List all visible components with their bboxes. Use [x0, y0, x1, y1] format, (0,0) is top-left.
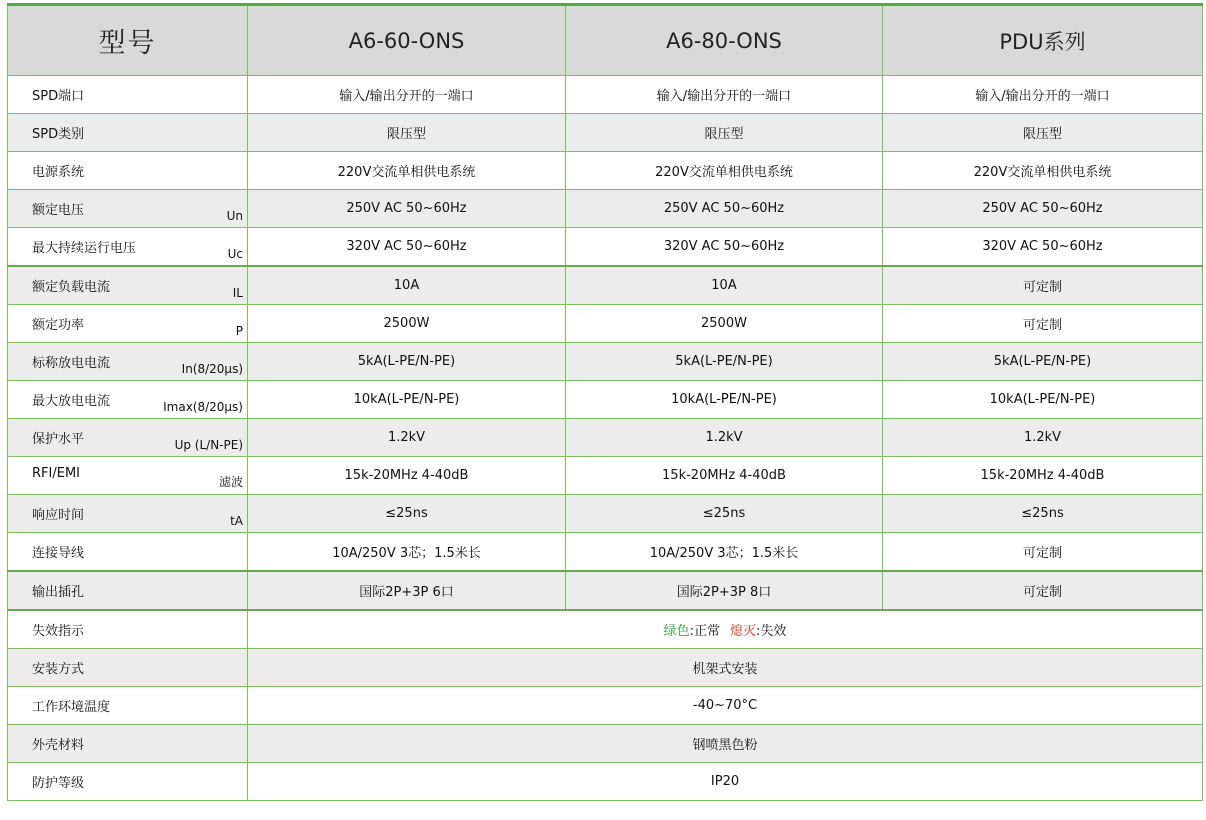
table-row — [8, 152, 1203, 190]
value-cell: 10kA(L-PE/N-PE) — [566, 381, 883, 419]
value-cell: ≤25ns — [248, 495, 566, 533]
value-cell: 输入/输出分开的一端口 — [566, 76, 883, 114]
model-header: 型号 — [8, 5, 248, 76]
row-label-cell — [8, 266, 248, 305]
product-header-1: A6-60-ONS — [248, 5, 566, 76]
row-label-cell — [8, 533, 248, 572]
value-cell: 10kA(L-PE/N-PE) — [248, 381, 566, 419]
value-cell: 输入/输出分开的一端口 — [883, 76, 1203, 114]
row-label-cell — [8, 419, 248, 457]
value-cell: 1.2kV — [566, 419, 883, 457]
row-label: 电源系统 — [32, 165, 85, 180]
row-label: 标称放电电流 — [32, 356, 111, 371]
table-row — [8, 533, 1203, 572]
spec-table — [7, 3, 1203, 801]
row-label: 额定负载电流 — [32, 280, 111, 295]
row-symbol: Imax(8/20μs) — [163, 400, 243, 414]
row-symbol: 滤波 — [218, 475, 243, 489]
row-label: 防护等级 — [32, 776, 85, 791]
table-row — [8, 649, 1203, 687]
value-cell: 220V交流单相供电系统 — [248, 152, 566, 190]
value-cell: 可定制 — [883, 571, 1203, 610]
row-symbol: P — [235, 324, 243, 338]
row-label-cell — [8, 343, 248, 381]
table-row — [8, 763, 1203, 801]
table-row — [8, 495, 1203, 533]
value-cell: 250V AC 50~60Hz — [566, 190, 883, 228]
value-cell: 250V AC 50~60Hz — [248, 190, 566, 228]
merged-value-cell: 机架式安装 — [248, 649, 1203, 687]
table-row — [8, 343, 1203, 381]
table-row — [8, 305, 1203, 343]
value-cell: 10A — [566, 266, 883, 305]
row-label: 响应时间 — [32, 508, 85, 523]
table-row — [8, 687, 1203, 725]
row-label: 失效指示 — [32, 624, 85, 639]
row-label: 最大持续运行电压 — [32, 241, 137, 256]
value-cell: 可定制 — [883, 266, 1203, 305]
table-row — [8, 114, 1203, 152]
failure-indicator-value — [248, 610, 1203, 649]
value-cell: 可定制 — [883, 305, 1203, 343]
table-row — [8, 190, 1203, 228]
value-cell: 可定制 — [883, 533, 1203, 572]
row-label: RFI/EMI — [32, 466, 80, 481]
value-cell: 250V AC 50~60Hz — [883, 190, 1203, 228]
merged-value-cell: 钢喷黑色粉 — [248, 725, 1203, 763]
value-cell: 限压型 — [566, 114, 883, 152]
merged-value-cell: IP20 — [248, 763, 1203, 801]
table-row — [8, 571, 1203, 610]
table-row — [8, 266, 1203, 305]
red-status-text: :失效 — [756, 624, 787, 639]
table-header-row — [8, 5, 1203, 76]
value-cell: 220V交流单相供电系统 — [883, 152, 1203, 190]
value-cell: 5kA(L-PE/N-PE) — [566, 343, 883, 381]
value-cell: 10A — [248, 266, 566, 305]
value-cell: ≤25ns — [566, 495, 883, 533]
value-cell: 10A/250V 3芯；1.5米长 — [248, 533, 566, 572]
value-cell: 320V AC 50~60Hz — [566, 228, 883, 267]
row-label: 安装方式 — [32, 662, 85, 677]
row-symbol: tA — [230, 514, 243, 528]
row-symbol: In(8/20μs) — [181, 362, 243, 376]
table-body — [8, 76, 1203, 801]
row-label-cell — [8, 228, 248, 267]
row-label-cell — [8, 190, 248, 228]
row-symbol: IL — [232, 286, 243, 300]
row-label-cell — [8, 381, 248, 419]
row-label: 外壳材料 — [32, 738, 85, 753]
value-cell: 320V AC 50~60Hz — [248, 228, 566, 267]
row-label-cell — [8, 763, 248, 801]
value-cell: 国际2P+3P 6口 — [248, 571, 566, 610]
row-label: 额定功率 — [32, 318, 85, 333]
row-label: 连接导线 — [32, 546, 85, 561]
value-cell: 10kA(L-PE/N-PE) — [883, 381, 1203, 419]
row-label-cell — [8, 610, 248, 649]
product-header-2: A6-80-ONS — [566, 5, 883, 76]
green-status-text: :正常 — [689, 624, 720, 639]
row-label: 工作环境温度 — [32, 700, 111, 715]
value-cell: ≤25ns — [883, 495, 1203, 533]
red-status-label: 熄灭 — [730, 624, 757, 639]
row-label-cell — [8, 495, 248, 533]
value-cell: 15k-20MHz 4-40dB — [883, 457, 1203, 495]
value-cell: 限压型 — [248, 114, 566, 152]
value-cell: 1.2kV — [883, 419, 1203, 457]
spec-table-container — [7, 3, 1202, 818]
table-row — [8, 725, 1203, 763]
table-row — [8, 457, 1203, 495]
value-cell: 5kA(L-PE/N-PE) — [248, 343, 566, 381]
value-cell: 限压型 — [883, 114, 1203, 152]
row-label-cell — [8, 649, 248, 687]
value-cell: 10A/250V 3芯；1.5米长 — [566, 533, 883, 572]
row-label-cell — [8, 152, 248, 190]
green-status-label: 绿色 — [663, 624, 690, 639]
value-cell: 国际2P+3P 8口 — [566, 571, 883, 610]
value-cell: 输入/输出分开的一端口 — [248, 76, 566, 114]
table-row — [8, 419, 1203, 457]
row-label: SPD类别 — [32, 127, 85, 142]
row-label-cell — [8, 725, 248, 763]
value-cell: 320V AC 50~60Hz — [883, 228, 1203, 267]
row-label-cell — [8, 687, 248, 725]
table-row — [8, 76, 1203, 114]
product-header-3: PDU系列 — [883, 5, 1203, 76]
value-cell: 220V交流单相供电系统 — [566, 152, 883, 190]
value-cell: 2500W — [566, 305, 883, 343]
row-label: 额定电压 — [32, 203, 85, 218]
value-cell: 2500W — [248, 305, 566, 343]
row-label: 最大放电电流 — [32, 394, 111, 409]
merged-value-cell: -40~70°C — [248, 687, 1203, 725]
row-label: 保护水平 — [32, 432, 85, 447]
value-cell: 5kA(L-PE/N-PE) — [883, 343, 1203, 381]
row-label: 输出插孔 — [32, 585, 85, 600]
failure-indicator-row — [8, 610, 1203, 649]
value-cell: 15k-20MHz 4-40dB — [566, 457, 883, 495]
row-label-cell — [8, 76, 248, 114]
row-label-cell — [8, 114, 248, 152]
value-cell: 1.2kV — [248, 419, 566, 457]
table-row — [8, 381, 1203, 419]
row-label-cell — [8, 457, 248, 495]
table-row — [8, 228, 1203, 267]
row-symbol: Uc — [227, 247, 243, 261]
row-label-cell — [8, 571, 248, 610]
row-symbol: Un — [226, 209, 243, 223]
row-symbol: Up (L/N-PE) — [174, 438, 243, 452]
row-label-cell — [8, 305, 248, 343]
row-label: SPD端口 — [32, 89, 85, 104]
value-cell: 15k-20MHz 4-40dB — [248, 457, 566, 495]
